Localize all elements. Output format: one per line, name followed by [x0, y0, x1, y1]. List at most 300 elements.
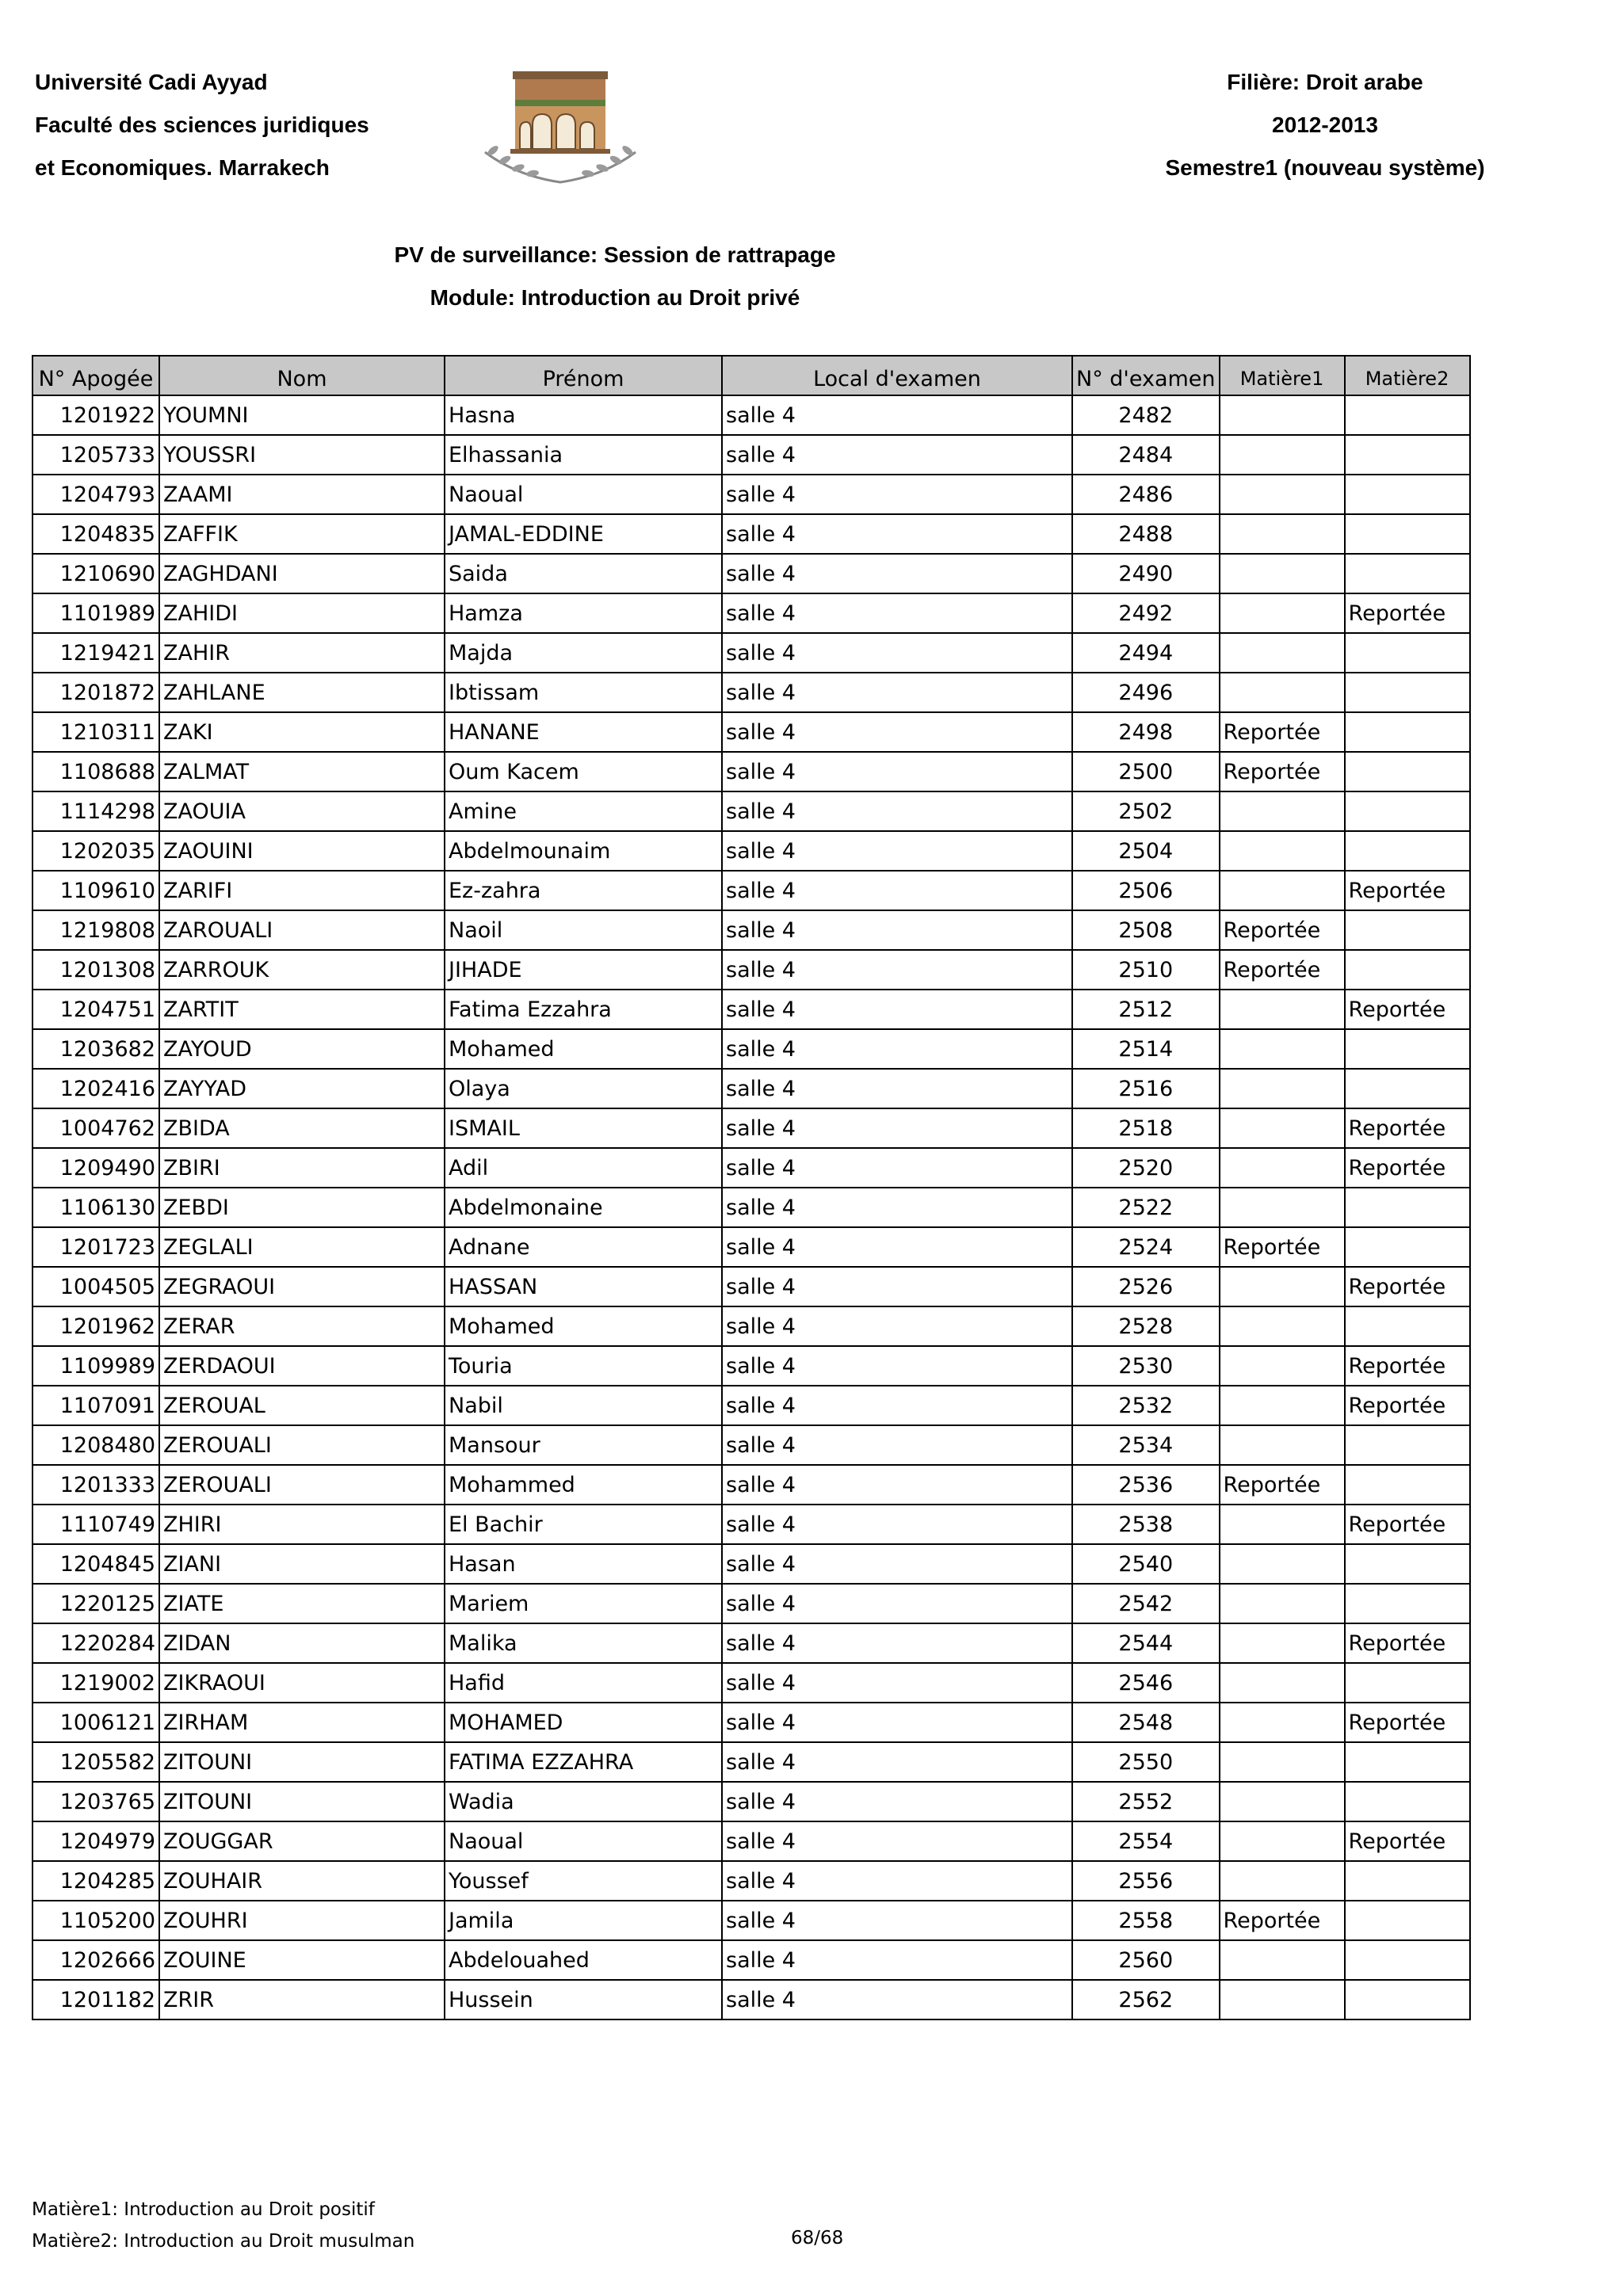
cell-prenom: Hamza [445, 593, 722, 633]
table-row [32, 1505, 1470, 1544]
cell-matiere1 [1220, 1821, 1345, 1861]
cell-matiere1: Reportée [1220, 910, 1345, 950]
cell-local: salle 4 [722, 475, 1072, 514]
cell-nom: ZOUHRI [159, 1901, 445, 1940]
surveillance-table [32, 355, 1471, 2020]
cell-matiere2: Reportée [1345, 1505, 1470, 1544]
cell-matiere2 [1345, 1306, 1470, 1346]
cell-nom: ZIANI [159, 1544, 445, 1584]
cell-matiere1 [1220, 1306, 1345, 1346]
cell-matiere2 [1345, 1465, 1470, 1505]
col-header-matiere1: Matière1 [1220, 356, 1345, 395]
table-row [32, 990, 1470, 1029]
cell-exam-number: 2498 [1072, 712, 1220, 752]
table-row [32, 1306, 1470, 1346]
cell-matiere1 [1220, 1861, 1345, 1901]
cell-matiere1: Reportée [1220, 1465, 1345, 1505]
cell-apogee: 1101989 [32, 593, 159, 633]
cell-apogee: 1108688 [32, 752, 159, 791]
cell-exam-number: 2552 [1072, 1782, 1220, 1821]
cell-matiere1 [1220, 1505, 1345, 1544]
cell-matiere1 [1220, 1663, 1345, 1703]
cell-exam-number: 2492 [1072, 593, 1220, 633]
cell-matiere1 [1220, 1029, 1345, 1069]
cell-apogee: 1210690 [32, 554, 159, 593]
cell-nom: ZALMAT [159, 752, 445, 791]
cell-prenom: Majda [445, 633, 722, 673]
cell-nom: ZEBDI [159, 1188, 445, 1227]
cell-prenom: JIHADE [445, 950, 722, 990]
cell-nom: YOUSSRI [159, 435, 445, 475]
table-row [32, 791, 1470, 831]
cell-matiere2 [1345, 1544, 1470, 1584]
cell-matiere2 [1345, 1742, 1470, 1782]
cell-nom: ZBIRI [159, 1148, 445, 1188]
cell-nom: ZARTIT [159, 990, 445, 1029]
cell-nom: ZAHLANE [159, 673, 445, 712]
cell-local: salle 4 [722, 1386, 1072, 1425]
cell-local: salle 4 [722, 1821, 1072, 1861]
cell-matiere2 [1345, 395, 1470, 435]
cell-exam-number: 2516 [1072, 1069, 1220, 1108]
table-row [32, 831, 1470, 871]
cell-matiere1 [1220, 1742, 1345, 1782]
cell-matiere1 [1220, 673, 1345, 712]
cell-local: salle 4 [722, 633, 1072, 673]
cell-matiere2 [1345, 554, 1470, 593]
cell-matiere1 [1220, 435, 1345, 475]
faculty-name-line2: et Economiques. Marrakech [35, 155, 330, 180]
cell-exam-number: 2544 [1072, 1623, 1220, 1663]
cell-nom: ZIDAN [159, 1623, 445, 1663]
cell-apogee: 1205582 [32, 1742, 159, 1782]
cell-matiere2 [1345, 1425, 1470, 1465]
cell-matiere1 [1220, 1386, 1345, 1425]
table-row [32, 752, 1470, 791]
cell-prenom: Saida [445, 554, 722, 593]
academic-year: 2012-2013 [1272, 113, 1378, 137]
cell-nom: ZOUINE [159, 1940, 445, 1980]
legend-matiere2: Matière2: Introduction au Droit musulman [32, 2231, 415, 2252]
cell-matiere1 [1220, 1544, 1345, 1584]
cell-matiere1 [1220, 1069, 1345, 1108]
cell-local: salle 4 [722, 910, 1072, 950]
cell-matiere2 [1345, 1980, 1470, 2019]
cell-nom: ZITOUNI [159, 1742, 445, 1782]
cell-matiere2 [1345, 1940, 1470, 1980]
cell-prenom: Elhassania [445, 435, 722, 475]
cell-matiere2 [1345, 1861, 1470, 1901]
cell-matiere2: Reportée [1345, 1623, 1470, 1663]
cell-apogee: 1105200 [32, 1901, 159, 1940]
cell-matiere1: Reportée [1220, 1901, 1345, 1940]
cell-matiere1 [1220, 514, 1345, 554]
col-header-nom: Nom [159, 356, 445, 395]
cell-nom: ZIKRAOUI [159, 1663, 445, 1703]
cell-nom: ZEROUAL [159, 1386, 445, 1425]
cell-prenom: FATIMA EZZAHRA [445, 1742, 722, 1782]
cell-nom: ZIRHAM [159, 1703, 445, 1742]
cell-local: salle 4 [722, 950, 1072, 990]
cell-apogee: 1203682 [32, 1029, 159, 1069]
table-row [32, 1980, 1470, 2019]
cell-matiere2: Reportée [1345, 1821, 1470, 1861]
cell-exam-number: 2484 [1072, 435, 1220, 475]
cell-apogee: 1201922 [32, 395, 159, 435]
cell-exam-number: 2522 [1072, 1188, 1220, 1227]
cell-exam-number: 2510 [1072, 950, 1220, 990]
cell-matiere1 [1220, 633, 1345, 673]
cell-nom: ZAYYAD [159, 1069, 445, 1108]
cell-exam-number: 2486 [1072, 475, 1220, 514]
cell-prenom: Nabil [445, 1386, 722, 1425]
cell-local: salle 4 [722, 1940, 1072, 1980]
table-row [32, 950, 1470, 990]
cell-matiere2: Reportée [1345, 593, 1470, 633]
cell-prenom: HASSAN [445, 1267, 722, 1306]
table-row [32, 1188, 1470, 1227]
semester: Semestre1 (nouveau système) [1165, 155, 1485, 180]
cell-matiere2 [1345, 1901, 1470, 1940]
cell-matiere2 [1345, 910, 1470, 950]
cell-apogee: 1109610 [32, 871, 159, 910]
cell-matiere2: Reportée [1345, 1148, 1470, 1188]
cell-local: salle 4 [722, 990, 1072, 1029]
table-row [32, 475, 1470, 514]
cell-exam-number: 2490 [1072, 554, 1220, 593]
cell-exam-number: 2508 [1072, 910, 1220, 950]
table-row [32, 1623, 1470, 1663]
cell-nom: ZAOUIA [159, 791, 445, 831]
table-row [32, 1029, 1470, 1069]
col-header-apogee: N° Apogée [32, 356, 159, 395]
cell-nom: ZAAMI [159, 475, 445, 514]
cell-prenom: Abdelouahed [445, 1940, 722, 1980]
cell-prenom: Hussein [445, 1980, 722, 2019]
cell-apogee: 1202666 [32, 1940, 159, 1980]
cell-exam-number: 2496 [1072, 673, 1220, 712]
cell-local: salle 4 [722, 1188, 1072, 1227]
cell-local: salle 4 [722, 593, 1072, 633]
table-row [32, 1148, 1470, 1188]
cell-nom: ZERAR [159, 1306, 445, 1346]
cell-matiere1 [1220, 1980, 1345, 2019]
cell-local: salle 4 [722, 791, 1072, 831]
cell-local: salle 4 [722, 1584, 1072, 1623]
university-name: Université Cadi Ayyad [35, 70, 268, 94]
cell-nom: ZOUHAIR [159, 1861, 445, 1901]
cell-prenom: Oum Kacem [445, 752, 722, 791]
cell-prenom: Hasan [445, 1544, 722, 1584]
cell-exam-number: 2532 [1072, 1386, 1220, 1425]
cell-local: salle 4 [722, 752, 1072, 791]
cell-exam-number: 2546 [1072, 1663, 1220, 1703]
cell-apogee: 1219002 [32, 1663, 159, 1703]
cell-prenom: Mariem [445, 1584, 722, 1623]
cell-matiere2 [1345, 712, 1470, 752]
cell-nom: ZARROUK [159, 950, 445, 990]
cell-matiere1 [1220, 1584, 1345, 1623]
cell-local: salle 4 [722, 1861, 1072, 1901]
cell-local: salle 4 [722, 1306, 1072, 1346]
cell-apogee: 1004762 [32, 1108, 159, 1148]
cell-matiere2: Reportée [1345, 1346, 1470, 1386]
cell-prenom: Mansour [445, 1425, 722, 1465]
cell-prenom: ISMAIL [445, 1108, 722, 1148]
cell-matiere1 [1220, 1188, 1345, 1227]
cell-apogee: 1219421 [32, 633, 159, 673]
cell-matiere2 [1345, 791, 1470, 831]
cell-nom: YOUMNI [159, 395, 445, 435]
cell-apogee: 1201182 [32, 1980, 159, 2019]
cell-matiere1 [1220, 395, 1345, 435]
cell-matiere2: Reportée [1345, 871, 1470, 910]
table-row [32, 1584, 1470, 1623]
cell-prenom: Olaya [445, 1069, 722, 1108]
cell-exam-number: 2506 [1072, 871, 1220, 910]
cell-local: salle 4 [722, 1465, 1072, 1505]
cell-nom: ZAGHDANI [159, 554, 445, 593]
table-row [32, 712, 1470, 752]
cell-matiere1 [1220, 990, 1345, 1029]
cell-matiere2 [1345, 514, 1470, 554]
cell-local: salle 4 [722, 1980, 1072, 2019]
cell-exam-number: 2518 [1072, 1108, 1220, 1148]
cell-nom: ZARIFI [159, 871, 445, 910]
cell-prenom: Ibtissam [445, 673, 722, 712]
table-row [32, 1544, 1470, 1584]
cell-matiere2 [1345, 475, 1470, 514]
table-row [32, 593, 1470, 633]
cell-matiere2 [1345, 752, 1470, 791]
table-row [32, 1267, 1470, 1306]
table-row [32, 1108, 1470, 1148]
cell-matiere1 [1220, 831, 1345, 871]
cell-nom: ZAHIR [159, 633, 445, 673]
cell-exam-number: 2520 [1072, 1148, 1220, 1188]
cell-matiere2: Reportée [1345, 1386, 1470, 1425]
cell-apogee: 1201723 [32, 1227, 159, 1267]
cell-matiere2 [1345, 1584, 1470, 1623]
cell-matiere2 [1345, 435, 1470, 475]
cell-prenom: HANANE [445, 712, 722, 752]
cell-nom: ZIATE [159, 1584, 445, 1623]
cell-local: salle 4 [722, 673, 1072, 712]
cell-apogee: 1201962 [32, 1306, 159, 1346]
cell-local: salle 4 [722, 712, 1072, 752]
cell-exam-number: 2534 [1072, 1425, 1220, 1465]
cell-matiere1 [1220, 1940, 1345, 1980]
cell-prenom: Hasna [445, 395, 722, 435]
legend-matiere1: Matière1: Introduction au Droit positif [32, 2199, 375, 2220]
cell-prenom: Abdelmounaim [445, 831, 722, 871]
col-header-matiere2: Matière2 [1345, 356, 1470, 395]
table-row [32, 1742, 1470, 1782]
cell-matiere2 [1345, 1663, 1470, 1703]
table-row [32, 1901, 1470, 1940]
cell-prenom: Naoual [445, 475, 722, 514]
cell-prenom: Mohamed [445, 1306, 722, 1346]
cell-exam-number: 2488 [1072, 514, 1220, 554]
cell-apogee: 1220284 [32, 1623, 159, 1663]
cell-matiere1 [1220, 871, 1345, 910]
table-row [32, 435, 1470, 475]
cell-local: salle 4 [722, 1346, 1072, 1386]
cell-matiere1 [1220, 554, 1345, 593]
cell-nom: ZEGLALI [159, 1227, 445, 1267]
table-row [32, 1465, 1470, 1505]
cell-local: salle 4 [722, 554, 1072, 593]
cell-exam-number: 2556 [1072, 1861, 1220, 1901]
table-row [32, 871, 1470, 910]
cell-exam-number: 2560 [1072, 1940, 1220, 1980]
col-header-exam-number: N° d'examen [1072, 356, 1220, 395]
cell-local: salle 4 [722, 1148, 1072, 1188]
table-row [32, 1782, 1470, 1821]
cell-local: salle 4 [722, 1108, 1072, 1148]
cell-exam-number: 2526 [1072, 1267, 1220, 1306]
cell-matiere2 [1345, 1227, 1470, 1267]
table-row [32, 1069, 1470, 1108]
cell-prenom: Mohammed [445, 1465, 722, 1505]
cell-local: salle 4 [722, 435, 1072, 475]
cell-matiere2 [1345, 1782, 1470, 1821]
cell-apogee: 1106130 [32, 1188, 159, 1227]
cell-exam-number: 2514 [1072, 1029, 1220, 1069]
cell-local: salle 4 [722, 1227, 1072, 1267]
cell-nom: ZAOUINI [159, 831, 445, 871]
cell-apogee: 1204835 [32, 514, 159, 554]
cell-nom: ZAFFIK [159, 514, 445, 554]
cell-nom: ZAHIDI [159, 593, 445, 633]
cell-prenom: Amine [445, 791, 722, 831]
table-row [32, 1425, 1470, 1465]
cell-prenom: Naoual [445, 1821, 722, 1861]
document-title: PV de surveillance: Session de rattrapage [394, 242, 836, 267]
page-number: 68/68 [791, 2228, 844, 2248]
cell-apogee: 1109989 [32, 1346, 159, 1386]
cell-apogee: 1202416 [32, 1069, 159, 1108]
cell-prenom: Touria [445, 1346, 722, 1386]
cell-exam-number: 2502 [1072, 791, 1220, 831]
cell-prenom: El Bachir [445, 1505, 722, 1544]
cell-matiere1 [1220, 1623, 1345, 1663]
cell-local: salle 4 [722, 1782, 1072, 1821]
table-row [32, 1940, 1470, 1980]
cell-exam-number: 2540 [1072, 1544, 1220, 1584]
cell-matiere1 [1220, 593, 1345, 633]
cell-matiere2: Reportée [1345, 1703, 1470, 1742]
table-row [32, 1227, 1470, 1267]
cell-matiere2 [1345, 633, 1470, 673]
cell-matiere1 [1220, 791, 1345, 831]
cell-exam-number: 2494 [1072, 633, 1220, 673]
table-row [32, 1346, 1470, 1386]
cell-nom: ZRIR [159, 1980, 445, 2019]
cell-apogee: 1004505 [32, 1267, 159, 1306]
cell-apogee: 1201333 [32, 1465, 159, 1505]
cell-local: salle 4 [722, 871, 1072, 910]
cell-exam-number: 2482 [1072, 395, 1220, 435]
cell-matiere1 [1220, 1425, 1345, 1465]
cell-apogee: 1204285 [32, 1861, 159, 1901]
table-row [32, 514, 1470, 554]
cell-nom: ZEROUALI [159, 1465, 445, 1505]
faculty-name-line1: Faculté des sciences juridiques [35, 113, 369, 137]
cell-exam-number: 2512 [1072, 990, 1220, 1029]
cell-local: salle 4 [722, 514, 1072, 554]
cell-local: salle 4 [722, 1703, 1072, 1742]
cell-prenom: Naoil [445, 910, 722, 950]
cell-prenom: Ez-zahra [445, 871, 722, 910]
cell-prenom: JAMAL-EDDINE [445, 514, 722, 554]
cell-local: salle 4 [722, 1267, 1072, 1306]
table-row [32, 554, 1470, 593]
cell-apogee: 1202035 [32, 831, 159, 871]
table-row [32, 1821, 1470, 1861]
cell-local: salle 4 [722, 1425, 1072, 1465]
cell-apogee: 1204793 [32, 475, 159, 514]
cell-apogee: 1203765 [32, 1782, 159, 1821]
cell-matiere2 [1345, 950, 1470, 990]
cell-nom: ZOUGGAR [159, 1821, 445, 1861]
cell-exam-number: 2558 [1072, 1901, 1220, 1940]
cell-nom: ZEROUALI [159, 1425, 445, 1465]
cell-prenom: Adnane [445, 1227, 722, 1267]
cell-matiere1: Reportée [1220, 950, 1345, 990]
cell-matiere1 [1220, 1346, 1345, 1386]
cell-exam-number: 2536 [1072, 1465, 1220, 1505]
table-row [32, 395, 1470, 435]
cell-nom: ZAKI [159, 712, 445, 752]
cell-local: salle 4 [722, 831, 1072, 871]
program-name: Filière: Droit arabe [1227, 70, 1423, 94]
cell-apogee: 1204845 [32, 1544, 159, 1584]
cell-prenom: Adil [445, 1148, 722, 1188]
module-title: Module: Introduction au Droit privé [430, 285, 800, 310]
cell-matiere1 [1220, 1267, 1345, 1306]
cell-prenom: Abdelmonaine [445, 1188, 722, 1227]
cell-local: salle 4 [722, 1029, 1072, 1069]
cell-exam-number: 2524 [1072, 1227, 1220, 1267]
col-header-local: Local d'examen [722, 356, 1072, 395]
cell-exam-number: 2550 [1072, 1742, 1220, 1782]
cell-prenom: MOHAMED [445, 1703, 722, 1742]
cell-local: salle 4 [722, 1901, 1072, 1940]
cell-apogee: 1219808 [32, 910, 159, 950]
cell-matiere1: Reportée [1220, 752, 1345, 791]
cell-matiere2 [1345, 1188, 1470, 1227]
cell-apogee: 1201308 [32, 950, 159, 990]
cell-nom: ZERDAOUI [159, 1346, 445, 1386]
cell-local: salle 4 [722, 395, 1072, 435]
table-row [32, 633, 1470, 673]
cell-exam-number: 2528 [1072, 1306, 1220, 1346]
cell-nom: ZITOUNI [159, 1782, 445, 1821]
cell-nom: ZAYOUD [159, 1029, 445, 1069]
cell-exam-number: 2500 [1072, 752, 1220, 791]
cell-matiere2: Reportée [1345, 1108, 1470, 1148]
table-row [32, 1386, 1470, 1425]
cell-prenom: Jamila [445, 1901, 722, 1940]
cell-apogee: 1107091 [32, 1386, 159, 1425]
cell-matiere1 [1220, 1148, 1345, 1188]
cell-nom: ZEGRAOUI [159, 1267, 445, 1306]
cell-prenom: Wadia [445, 1782, 722, 1821]
table-header-row [32, 356, 1470, 395]
cell-local: salle 4 [722, 1544, 1072, 1584]
cell-local: salle 4 [722, 1069, 1072, 1108]
